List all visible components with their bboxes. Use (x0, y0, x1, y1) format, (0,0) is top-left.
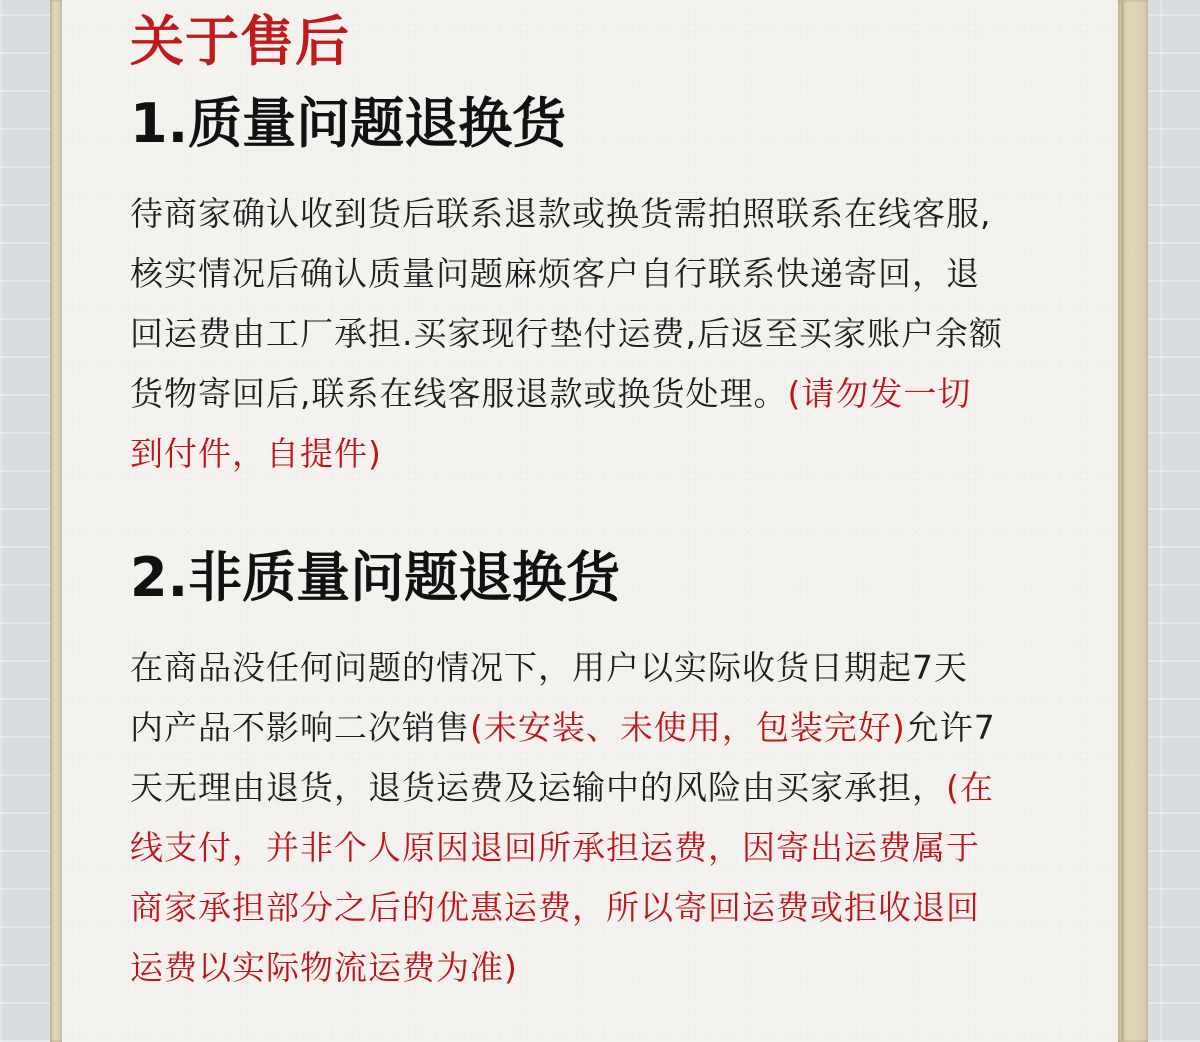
section-body-non-quality-issue (130, 638, 1080, 998)
section-heading-non-quality-issue: 2.非质量问题退换货 (130, 546, 621, 609)
note-text: (在 (946, 768, 994, 807)
note-line: 线支付，并非个人原因退回所承担运费，因寄出运费属于 (130, 828, 980, 867)
body-line (130, 698, 1080, 758)
warning-text: (请勿发一切 (787, 374, 972, 413)
body-line: 回运费由工厂承担.买家现行垫付运费,后返至买家账户余额 (130, 314, 1003, 353)
body-text: 内产品不影响二次销售 (130, 708, 470, 747)
body-text: 货物寄回后,联系在线客服退款或换货处理。 (130, 374, 788, 413)
condition-text: (未安装、未使用，包装完好) (470, 708, 906, 747)
right-frame-groove (1121, 0, 1124, 1042)
body-text: 天无理由退货，退货运费及运输中的风险由买家承担， (130, 768, 946, 807)
note-line: 商家承担部分之后的优惠运费，所以寄回运费或拒收退回 (130, 888, 980, 927)
body-line: 待商家确认收到货后联系退款或换货需拍照联系在线客服, (130, 194, 992, 233)
note-line: 运费以实际物流运费为准) (130, 948, 518, 987)
body-text: 允许7 (905, 708, 996, 747)
body-line (130, 758, 1080, 818)
body-line: 核实情况后确认质量问题麻烦客户自行联系快递寄回，退 (130, 254, 980, 293)
left-frame (50, 0, 62, 1042)
section-body-quality-issue (130, 184, 1080, 484)
warning-line: 到付件，自提件) (130, 434, 382, 473)
page-title: 关于售后 (130, 10, 350, 73)
body-line: 在商品没任何问题的情况下，用户以实际收货日期起7天 (130, 648, 968, 687)
section-heading-quality-issue: 1.质量问题退换货 (130, 92, 567, 155)
body-line (130, 364, 1080, 424)
